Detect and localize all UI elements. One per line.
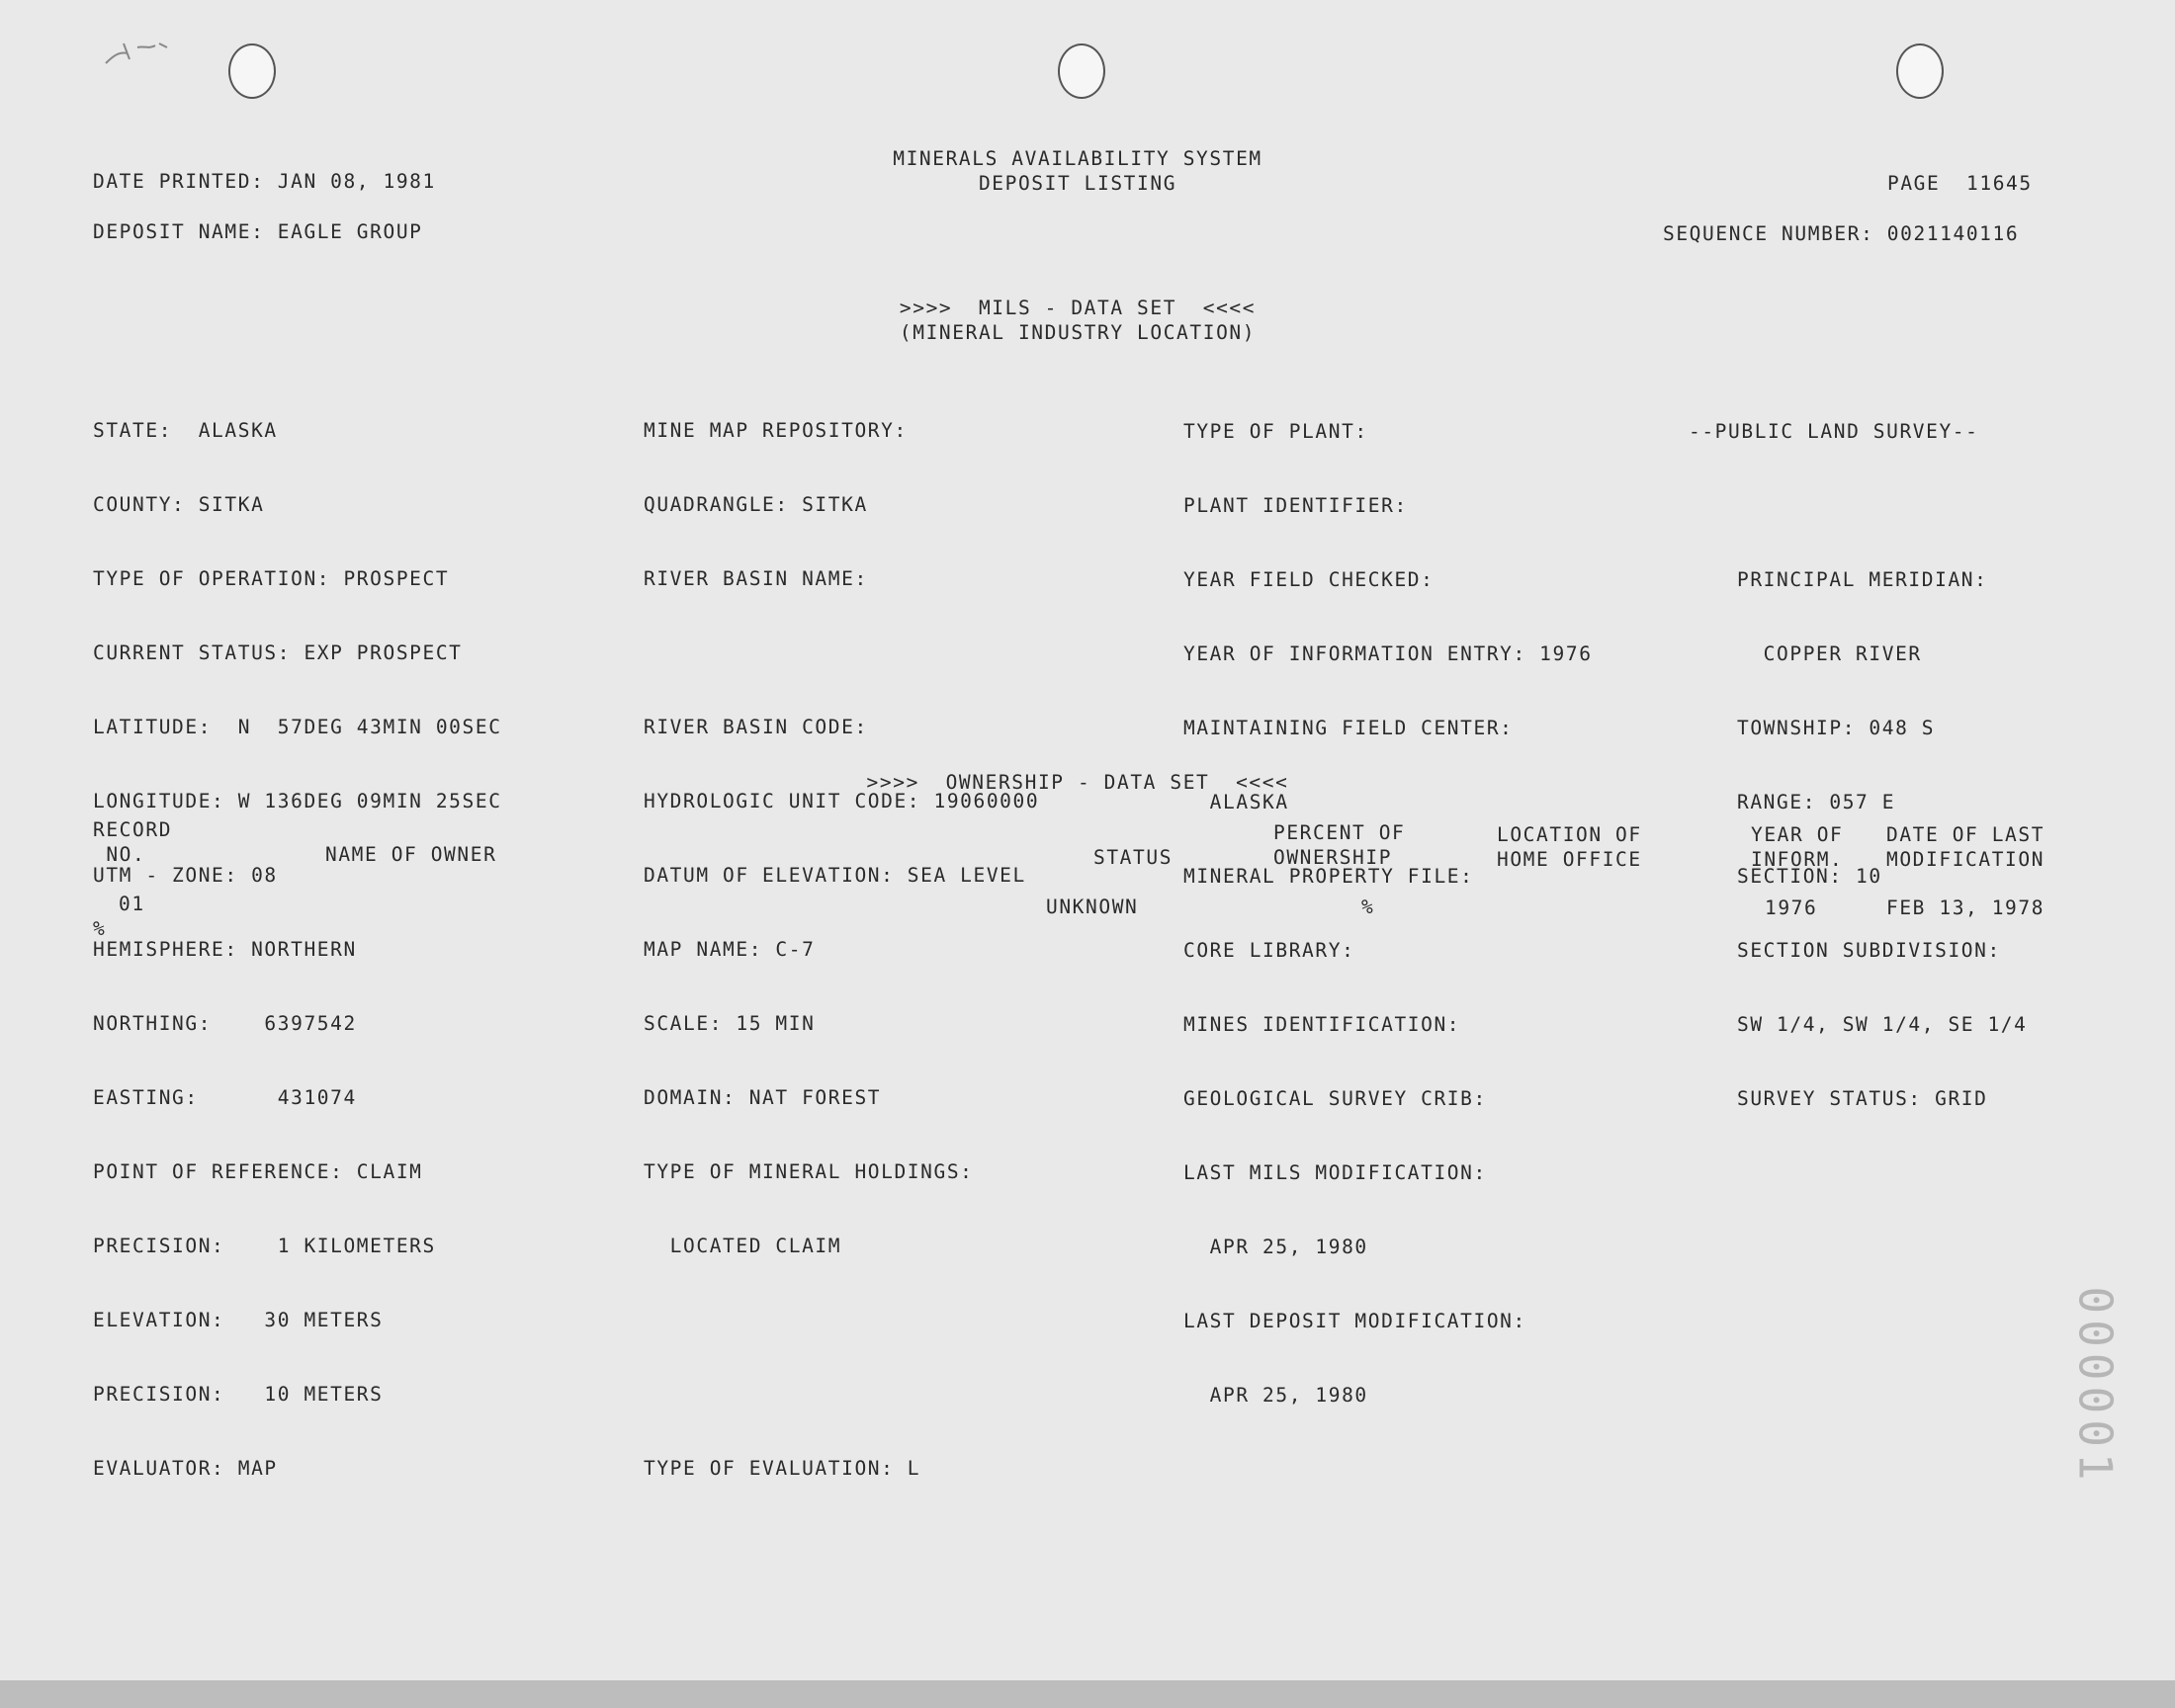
mils-field: TYPE OF EVALUATION: L <box>644 1457 921 1480</box>
mils-field: APR 25, 1980 <box>1183 1236 1368 1258</box>
pencil-mark <box>104 34 173 69</box>
page-stamp: 000001 <box>2069 1286 2123 1487</box>
mils-field: ELEVATION: 30 METERS <box>93 1309 384 1331</box>
header-ownership: OWNERSHIP <box>1273 846 1393 869</box>
end-marker: % <box>93 917 107 940</box>
mils-field <box>644 1382 1039 1407</box>
mils-field: DOMAIN: NAT FOREST <box>644 1086 882 1109</box>
survey-field <box>1689 493 2027 518</box>
mils-field: EASTING: 431074 <box>93 1086 357 1109</box>
mils-field: COUNTY: SITKA <box>93 493 265 516</box>
mils-field: PRECISION: 10 METERS <box>93 1383 384 1406</box>
page-number: PAGE 11645 <box>1887 172 2033 195</box>
mils-field: ALASKA <box>1183 791 1289 813</box>
scan-border <box>0 1680 2175 1708</box>
mils-field: PLANT IDENTIFIER: <box>1183 494 1408 517</box>
mils-field: MAINTAINING FIELD CENTER: <box>1183 717 1514 739</box>
header-inform: INFORM. <box>1751 848 1844 871</box>
mils-field: LAST MILS MODIFICATION: <box>1183 1161 1487 1184</box>
ownership-title: >>>> OWNERSHIP - DATA SET <<<< <box>866 771 1289 794</box>
header-date-of-last: DATE OF LAST <box>1886 823 2045 846</box>
punch-hole-right <box>1896 43 1944 99</box>
mils-field: HYDROLOGIC UNIT CODE: 19060000 <box>644 790 1040 812</box>
mils-field: SCALE: 15 MIN <box>644 1012 816 1035</box>
mils-field: LAST DEPOSIT MODIFICATION: <box>1183 1310 1526 1332</box>
survey-field: SECTION: 10 <box>1737 865 1882 888</box>
mils-column-map <box>644 369 1039 1530</box>
public-land-survey <box>1689 370 2027 1160</box>
survey-field: PRINCIPAL MERIDIAN: <box>1737 568 1988 591</box>
mils-field: MINE MAP REPOSITORY: <box>644 419 908 442</box>
mils-field: LOCATED CLAIM <box>644 1235 842 1257</box>
header-percent: PERCENT OF <box>1273 821 1406 844</box>
system-title: MINERALS AVAILABILITY SYSTEM <box>893 147 1262 170</box>
mils-field: TYPE OF MINERAL HOLDINGS: <box>644 1160 974 1183</box>
mils-subtitle: (MINERAL INDUSTRY LOCATION) <box>899 321 1257 344</box>
mils-field: CORE LIBRARY: <box>1183 939 1355 962</box>
mils-field <box>644 640 1039 665</box>
header-location: LOCATION OF <box>1497 823 1642 846</box>
mils-field: RIVER BASIN NAME: <box>644 567 868 590</box>
mils-column-plant <box>1183 370 1593 1457</box>
row-record: 01 <box>119 893 145 915</box>
mils-field: EVALUATOR: MAP <box>93 1457 278 1480</box>
sequence-number: SEQUENCE NUMBER: 0021140116 <box>1663 222 2020 245</box>
survey-field: RANGE: 057 E <box>1737 791 1896 813</box>
header-status: STATUS <box>1093 846 1174 869</box>
survey-field: SW 1/4, SW 1/4, SE 1/4 <box>1737 1013 2028 1036</box>
mils-field: POINT OF REFERENCE: CLAIM <box>93 1160 423 1183</box>
survey-field: SURVEY STATUS: GRID <box>1737 1087 1988 1110</box>
mils-field: TYPE OF OPERATION: PROSPECT <box>93 567 450 590</box>
mils-field: LONGITUDE: W 136DEG 09MIN 25SEC <box>93 790 502 812</box>
punch-hole-center <box>1058 43 1105 99</box>
mils-field: CURRENT STATUS: EXP PROSPECT <box>93 641 463 664</box>
mils-field: MINES IDENTIFICATION: <box>1183 1013 1461 1036</box>
mils-field: UTM - ZONE: 08 <box>93 864 278 887</box>
mils-field: HEMISPHERE: NORTHERN <box>93 938 357 961</box>
mils-field: NORTHING: 6397542 <box>93 1012 357 1035</box>
header-home-office: HOME OFFICE <box>1497 848 1642 871</box>
mils-column-location <box>93 369 502 1530</box>
mils-field: LATITUDE: N 57DEG 43MIN 00SEC <box>93 716 502 738</box>
row-year: 1976 <box>1765 897 1818 919</box>
mils-field: YEAR FIELD CHECKED: <box>1183 568 1435 591</box>
header-record: RECORD <box>93 818 173 841</box>
row-percent: % <box>1361 896 1375 918</box>
listing-title: DEPOSIT LISTING <box>978 172 1177 195</box>
mils-field: GEOLOGICAL SURVEY CRIB: <box>1183 1087 1487 1110</box>
header-record-no: NO. <box>93 843 146 866</box>
mils-field: MAP NAME: C-7 <box>644 938 816 961</box>
deposit-name: DEPOSIT NAME: EAGLE GROUP <box>93 220 423 243</box>
survey-field: TOWNSHIP: 048 S <box>1737 717 1936 739</box>
date-printed: DATE PRINTED: JAN 08, 1981 <box>93 170 436 193</box>
mils-field: RIVER BASIN CODE: <box>644 716 868 738</box>
punch-hole-left <box>228 43 276 99</box>
header-name-of-owner: NAME OF OWNER <box>325 843 497 866</box>
survey-field: COPPER RIVER <box>1737 642 1922 665</box>
mils-title: >>>> MILS - DATA SET <<<< <box>899 297 1257 319</box>
mils-field <box>644 1308 1039 1332</box>
survey-title: --PUBLIC LAND SURVEY-- <box>1689 420 1979 443</box>
mils-field: MINERAL PROPERTY FILE: <box>1183 865 1474 888</box>
mils-field: DATUM OF ELEVATION: SEA LEVEL <box>644 864 1026 887</box>
mils-field: TYPE OF PLANT: <box>1183 420 1368 443</box>
mils-field: STATE: ALASKA <box>93 419 278 442</box>
header-year: YEAR OF <box>1751 823 1844 846</box>
header-modification: MODIFICATION <box>1886 848 2045 871</box>
row-date: FEB 13, 1978 <box>1886 897 2045 919</box>
mils-field: PRECISION: 1 KILOMETERS <box>93 1235 436 1257</box>
row-status: UNKNOWN <box>1046 896 1139 918</box>
mils-field: YEAR OF INFORMATION ENTRY: 1976 <box>1183 642 1593 665</box>
mils-field: QUADRANGLE: SITKA <box>644 493 868 516</box>
survey-field: SECTION SUBDIVISION: <box>1737 939 2001 962</box>
mils-field: APR 25, 1980 <box>1183 1384 1368 1407</box>
